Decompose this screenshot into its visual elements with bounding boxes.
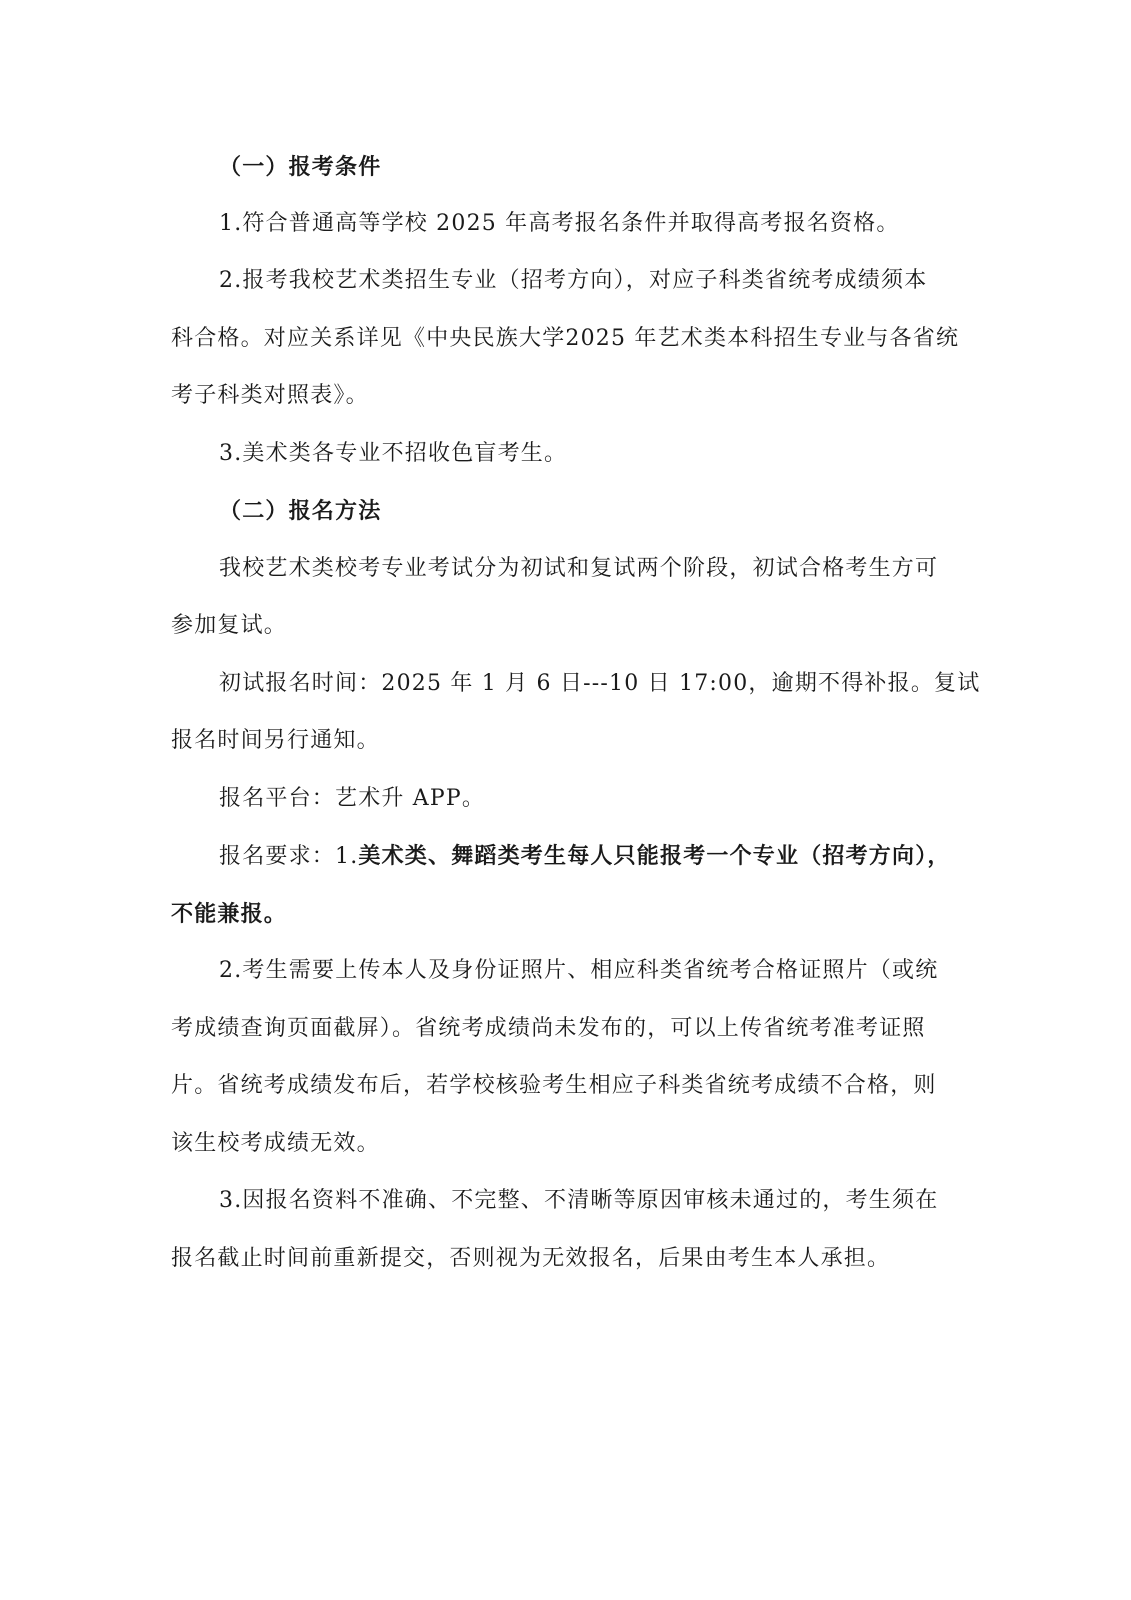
registration-time-line-2: 报名时间另行通知。 bbox=[171, 728, 380, 753]
requirement-1-line-1 bbox=[219, 841, 951, 871]
method-paragraph-line-2: 参加复试。 bbox=[171, 613, 288, 638]
registration-time-line-1: 初试报名时间：2025 年 1 月 6 日---10 日 17:00，逾期不得补报。复试 bbox=[219, 671, 981, 696]
method-paragraph-line-1: 我校艺术类校考专业考试分为初试和复试两个阶段，初试合格考生方可 bbox=[219, 556, 939, 581]
requirement-2-line-3: 片。省统考成绩发布后，若学校核验考生相应子科类省统考成绩不合格，则 bbox=[171, 1073, 937, 1098]
requirement-1-line-2: 不能兼报。 bbox=[171, 901, 288, 927]
condition-item-2-line-2: 科合格。对应关系详见《中央民族大学2025 年艺术类本科招生专业与各省统 bbox=[171, 326, 960, 351]
condition-item-3: 3.美术类各专业不招收色盲考生。 bbox=[219, 441, 568, 466]
requirement-2-line-4: 该生校考成绩无效。 bbox=[171, 1131, 380, 1156]
requirement-2-line-2: 考成绩查询页面截屏）。省统考成绩尚未发布的，可以上传省统考准考证照 bbox=[171, 1016, 926, 1041]
condition-item-2-line-1: 2.报考我校艺术类招生专业（招考方向），对应子科类省统考成绩须本 bbox=[219, 268, 928, 293]
condition-item-1: 1.符合普通高等学校 2025 年高考报名条件并取得高考报名资格。 bbox=[219, 211, 900, 236]
requirement-3-line-1: 3.因报名资料不准确、不完整、不清晰等原因审核未通过的，考生须在 bbox=[219, 1188, 939, 1213]
section-heading-method: （二）报名方法 bbox=[219, 498, 382, 524]
requirement-3-line-2: 报名截止时间前重新提交，否则视为无效报名，后果由考生本人承担。 bbox=[171, 1246, 891, 1271]
registration-platform: 报名平台：艺术升 APP。 bbox=[219, 786, 486, 811]
section-heading-conditions: （一）报考条件 bbox=[219, 154, 382, 180]
condition-item-2-line-3: 考子科类对照表》。 bbox=[171, 383, 369, 408]
requirement-1-bold-text: 美术类、舞蹈类考生每人只能报考一个专业（招考方向）， bbox=[358, 843, 951, 869]
requirement-2-line-1: 2.考生需要上传本人及身份证照片、相应科类省统考合格证照片（或统 bbox=[219, 958, 939, 983]
requirement-prefix: 报名要求：1. bbox=[219, 844, 359, 869]
